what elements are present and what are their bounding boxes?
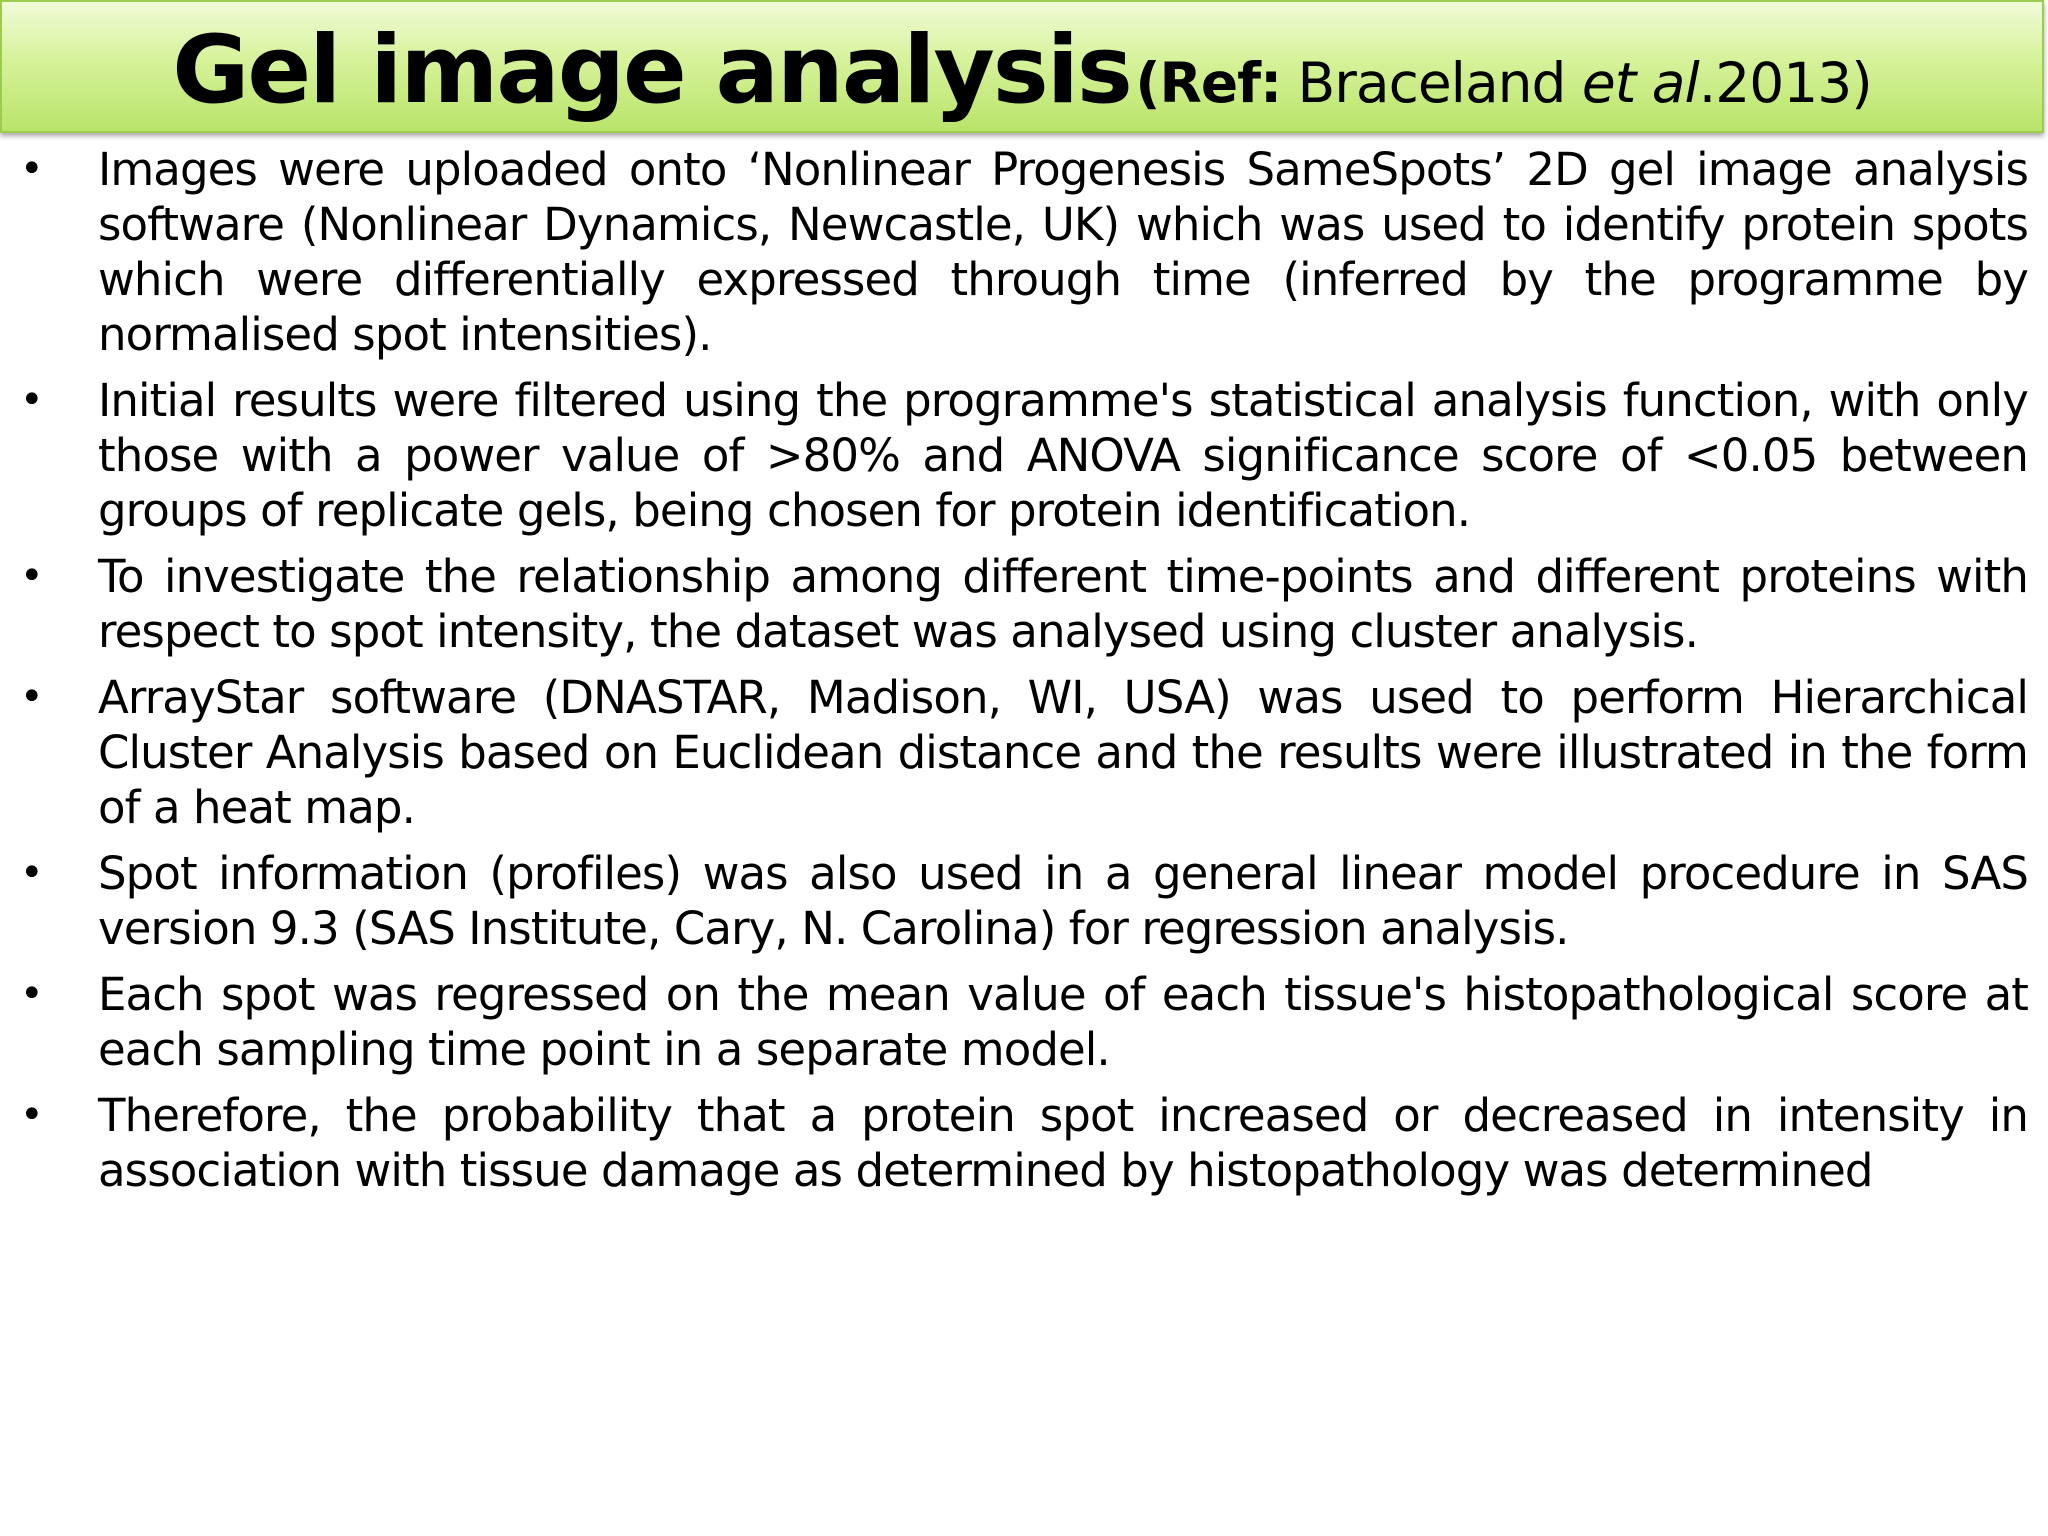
bullet-text: Therefore, the probability that a protein spot increased or decreased in intensity in association with tissue damage as determined by histopathology was determined xyxy=(98,1089,2028,1197)
bullet-dot-icon: • xyxy=(20,553,43,599)
bullet-list xyxy=(0,142,2048,1209)
bullet-item xyxy=(0,967,2048,1077)
bullet-dot-icon: • xyxy=(20,850,43,896)
ref-open-paren: ( xyxy=(1135,51,1160,115)
title-main: Gel image analysis xyxy=(172,16,1131,125)
bullet-item xyxy=(0,373,2048,538)
bullet-text: Initial results were filtered using the programme's statistical analysis function, with only those with a power value of >80% and ANOVA significance score of <0.05 between groups of replicate gels, being chosen for protein identification. xyxy=(98,374,2028,537)
bullet-item xyxy=(0,549,2048,659)
bullet-dot-icon: • xyxy=(20,377,43,423)
bullet-item xyxy=(0,142,2048,362)
bullet-text: ArrayStar software (DNASTAR, Madison, WI, USA) was used to perform Hierarchical Cluster Analysis based on Euclidean distance and the results were illustrated in the form of a heat map. xyxy=(98,671,2028,834)
bullet-dot-icon: • xyxy=(20,971,43,1017)
title-reference xyxy=(1135,51,1871,115)
bullet-item xyxy=(0,670,2048,835)
title-banner xyxy=(0,0,2044,133)
bullet-dot-icon: • xyxy=(20,1092,43,1138)
bullet-item xyxy=(0,846,2048,956)
bullet-text: Each spot was regressed on the mean value of each tissue's histopathological score at each sampling time point in a separate model. xyxy=(98,968,2028,1076)
ref-author: Braceland xyxy=(1281,51,1582,115)
ref-label: Ref: xyxy=(1159,51,1282,115)
bullet-text: Spot information (profiles) was also used in a general linear model procedure in SAS version 9.3 (SAS Institute, Cary, N. Carolina) for regression analysis. xyxy=(98,847,2028,955)
bullet-dot-icon: • xyxy=(20,146,43,192)
ref-year: .2013) xyxy=(1698,51,1872,115)
bullet-text: To investigate the relationship among different time-points and different proteins with respect to spot intensity, the dataset was analysed using cluster analysis. xyxy=(98,550,2028,658)
bullet-text: Images were uploaded onto ‘Nonlinear Progenesis SameSpots’ 2D gel image analysis software (Nonlinear Dynamics, Newcastle, UK) which was used to identify protein spots which were differentially expressed through time (inferred by the programme by normalised spot intensities). xyxy=(98,143,2028,361)
bullet-dot-icon: • xyxy=(20,674,43,720)
slide-title xyxy=(2,16,2042,153)
bullet-item xyxy=(0,1088,2048,1198)
ref-etal: et al xyxy=(1581,51,1699,115)
